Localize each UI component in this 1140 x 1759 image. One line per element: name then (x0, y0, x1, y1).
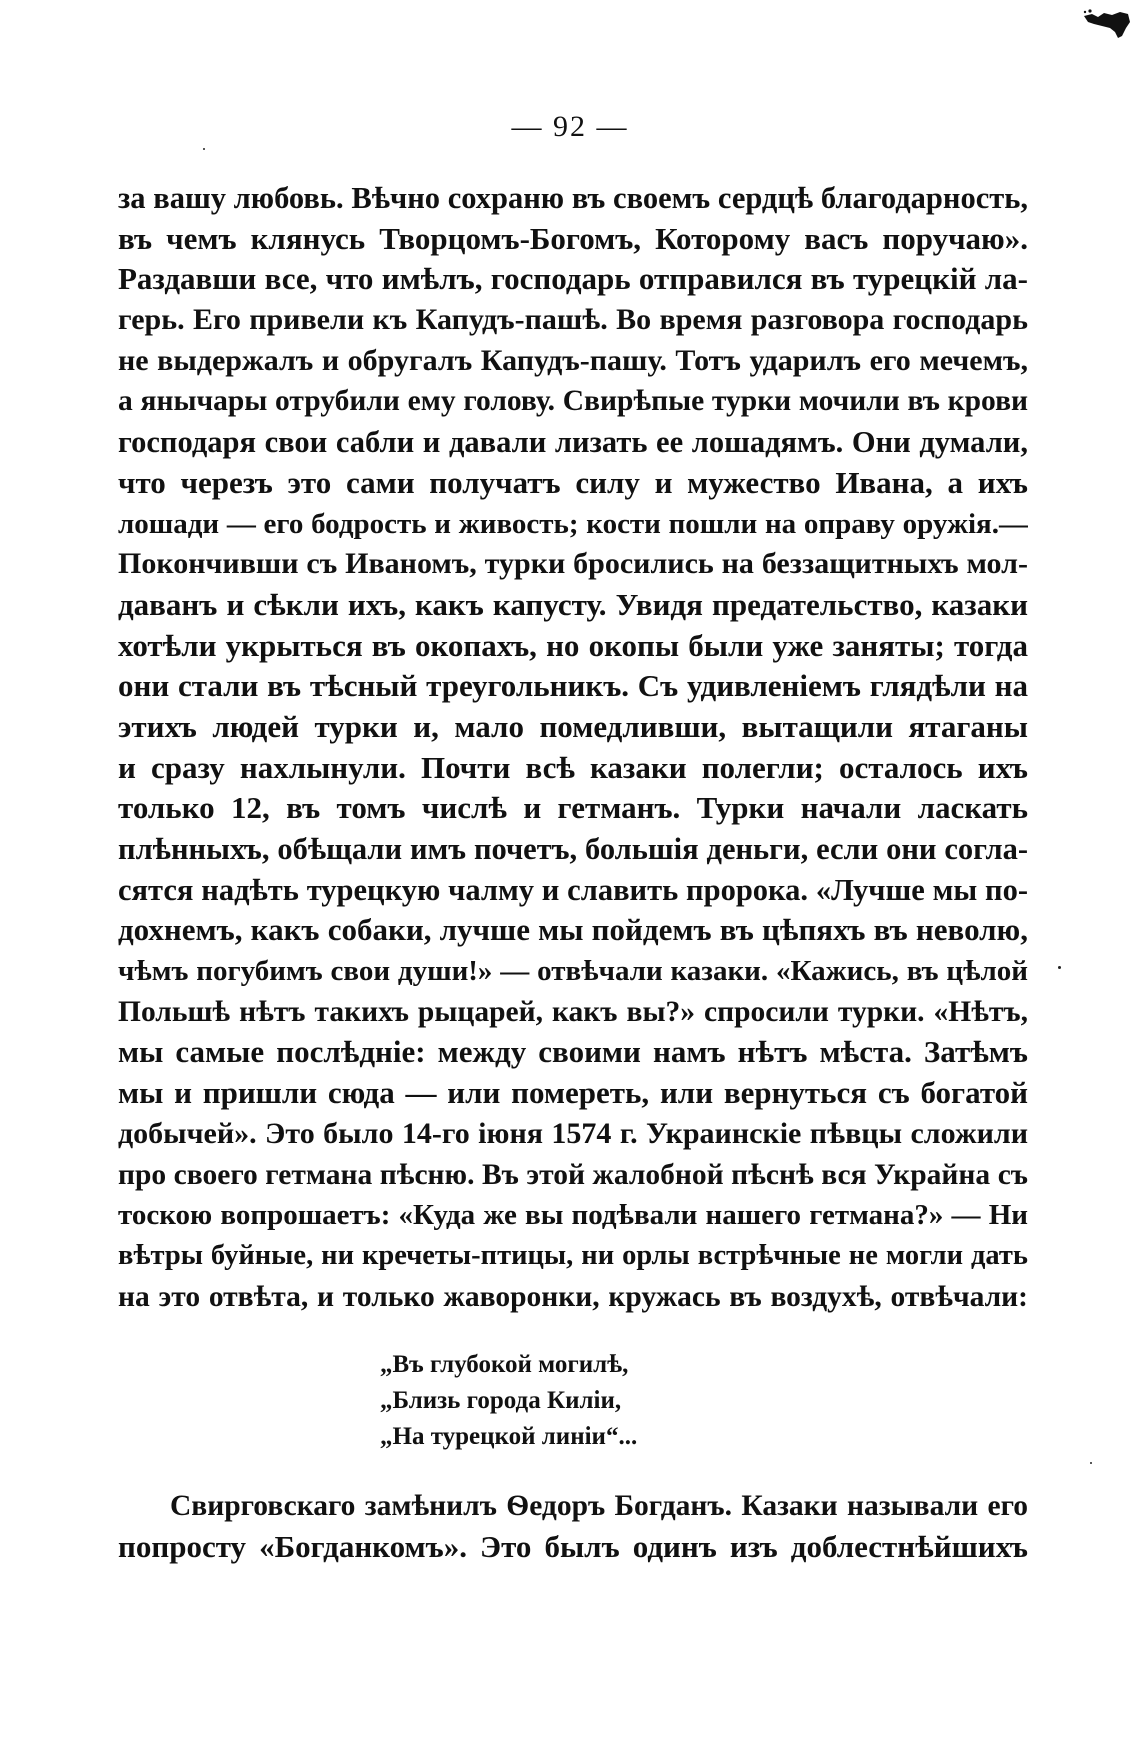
text-line: плѣнныхъ, обѣщали имъ почетъ, большія деньги, если они согла- (118, 832, 1028, 866)
text-line: за вашу любовь. Вѣчно сохраню въ своемъ сердцѣ благодарность, (118, 181, 1028, 215)
corner-ink-mark (1082, 8, 1132, 42)
poem-line: „Близь города Киліи, (380, 1387, 622, 1414)
text-line: попросту «Богданкомъ». Это былъ одинъ изъ доблестнѣйшихъ (118, 1528, 1028, 1564)
poem-line: „Въ глубокой могилѣ, (380, 1351, 629, 1378)
poem-verse (380, 1347, 637, 1455)
ink-speck (203, 148, 205, 150)
text-line: этихъ людей турки и, мало помедливши, вытащили ятаганы (118, 708, 1028, 744)
paragraph-2 (118, 1486, 1028, 1567)
text-line: чѣмъ погубимъ свои души!» — отвѣчали казаки. «Кажись, въ цѣлой (118, 955, 1028, 988)
text-line: господаря свои сабли и давали лизать ее лошадямъ. Они думали, (118, 425, 1028, 460)
text-line: а янычары отрубили ему голову. Свирѣпые турки мочили въ крови (118, 385, 1028, 418)
page-number: — 92 — (511, 110, 629, 143)
text-line: Польшѣ нѣтъ такихъ рыцарей, какъ вы?» спросили турки. «Нѣтъ, (118, 995, 1028, 1028)
text-line: и сразу нахлынули. Почти всѣ казаки полегли; осталось ихъ (118, 749, 1028, 785)
text-line: дохнемъ, какъ собаки, лучше мы пойдемъ въ цѣпяхъ въ неволю, (118, 912, 1028, 948)
text-line: даванъ и сѣкли ихъ, какъ капусту. Увидя предательство, казаки (118, 586, 1028, 622)
text-line: не выдержалъ и обругалъ Капудъ-пашу. Тотъ ударилъ его мечемъ, (118, 343, 1028, 377)
text-line: на это отвѣта, и только жаворонки, кружась въ воздухѣ, отвѣчали: (118, 1280, 1028, 1313)
poem-line: „На турецкой линіи“... (380, 1423, 638, 1450)
text-line: герь. Его привели къ Капудъ-пашѣ. Во время разговора господарь (118, 303, 1028, 337)
text-line: мы самые послѣдніе: между своими намъ нѣтъ мѣста. Затѣмъ (118, 1034, 1028, 1070)
ink-speck (1090, 1462, 1092, 1464)
text-line: что черезъ это сами получатъ силу и мужество Ивана, а ихъ (118, 464, 1028, 500)
text-line: сятся надѣть турецкую чалму и славить пророка. «Лучше мы по- (118, 872, 1028, 907)
text-line: добычей». Это было 14-го іюня 1574 г. Украинскіе пѣвцы сложили (118, 1116, 1028, 1150)
text-line: Свирговскаго замѣнилъ Ѳедоръ Богданъ. Казаки называли его (170, 1490, 1028, 1522)
text-line: въ чемъ клянусь Творцомъ-Богомъ, Которому васъ поручаю». (118, 220, 1028, 256)
text-line: Раздавши все, что имѣлъ, господарь отправился въ турецкій ла- (118, 261, 1028, 297)
text-line: мы и пришли сюда — или помереть, или вернуться съ богатой (118, 1075, 1028, 1111)
text-line: они стали въ тѣсный треугольникъ. Съ удивленіемъ глядѣли на (118, 668, 1028, 704)
text-line: Покончивши съ Иваномъ, турки бросились на беззащитныхъ мол- (118, 547, 1028, 581)
ink-speck (1058, 966, 1061, 969)
text-line: хотѣли укрыться въ окопахъ, но окопы были уже заняты; тогда (118, 627, 1028, 663)
text-line: лошади — его бодрость и живость; кости пошли на оправу оружія.— (118, 507, 1028, 540)
text-line: вѣтры буйные, ни кречеты-птицы, ни орлы встрѣчные не могли дать (118, 1239, 1028, 1271)
text-line: тоскою вопрошаетъ: «Куда же вы подѣвали нашего гетмана?» — Ни (118, 1199, 1028, 1232)
text-line: только 12, въ томъ числѣ и гетманъ. Турки начали ласкать (118, 790, 1028, 826)
paragraph-1 (118, 178, 1028, 1317)
text-line: про своего гетмана пѣсню. Въ этой жалобной пѣснѣ вся Украйна съ (118, 1158, 1028, 1191)
